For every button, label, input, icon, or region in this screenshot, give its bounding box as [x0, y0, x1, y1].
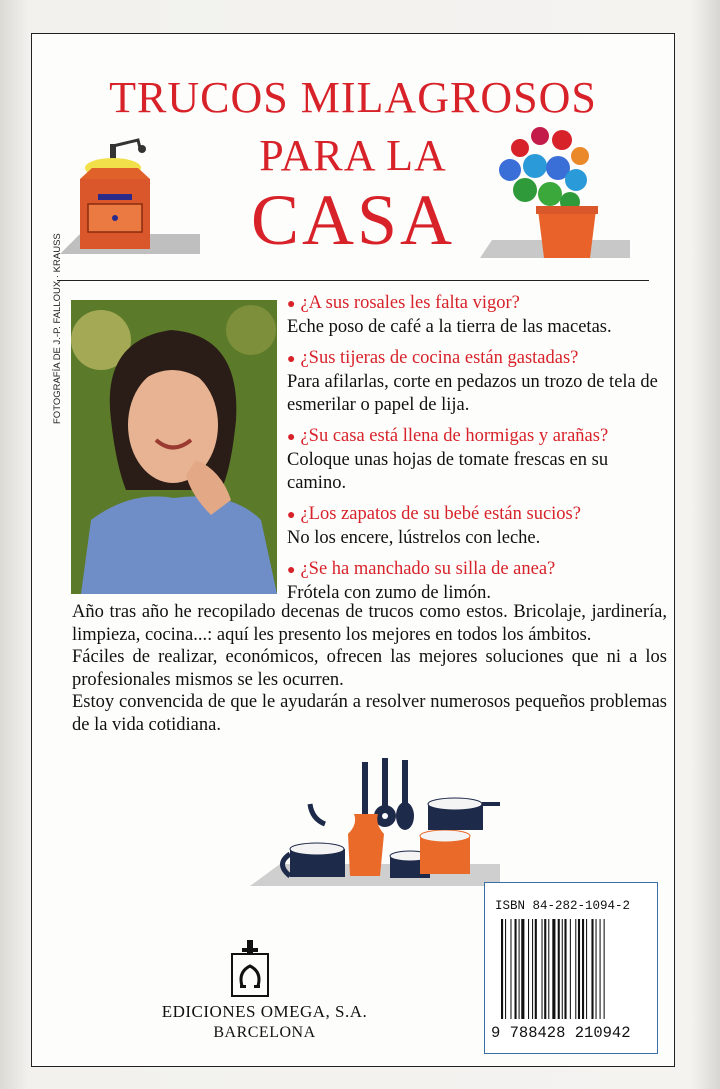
bullet-icon: ● — [287, 297, 296, 312]
cookware-icon — [250, 754, 500, 889]
tip-question: ¿A sus rosales les falta vigor? — [300, 293, 520, 313]
tips-list — [287, 292, 662, 613]
barcode-icon — [501, 919, 643, 1027]
publisher-logo-icon — [230, 938, 270, 998]
publisher-city: BARCELONA — [213, 1024, 316, 1041]
tip-item — [287, 558, 662, 605]
tip-answer: Para afilarlas, corte en pedazos un trozo de tela de esmerilar o papel de lija. — [287, 372, 658, 415]
tip-item — [287, 292, 662, 339]
cover-frame — [31, 33, 675, 1067]
tip-answer: No los encere, lústrelos con leche. — [287, 528, 541, 548]
bullet-icon: ● — [287, 352, 296, 367]
isbn-digits: 9 788428 210942 — [491, 1024, 631, 1042]
title-line-3: CASA — [250, 180, 456, 260]
title-line-1: TRUCOS MILAGROSOS — [109, 73, 597, 122]
tip-answer: Coloque unas hojas de tomate frescas en su camino. — [287, 450, 609, 493]
isbn-label: ISBN 84-282-1094-2 — [495, 899, 631, 913]
tip-item — [287, 425, 662, 495]
bullet-icon: ● — [287, 563, 296, 578]
description-paragraph: Estoy convencida de que le ayudarán a resolver numerosos pequeños problemas de la vida cotidiana. — [72, 692, 667, 735]
author-photo — [71, 300, 277, 594]
isbn-barcode-box — [484, 882, 658, 1054]
tip-question: ¿Su casa está llena de hormigas y arañas? — [300, 426, 609, 446]
divider — [57, 280, 649, 281]
tip-item — [287, 503, 662, 550]
tip-answer: Frótela con zumo de limón. — [287, 583, 491, 603]
description-paragraph: Año tras año he recopilado decenas de trucos como estos. Bricolaje, jardinería, limpieza, cocina...: aquí les presento los mejores en todos los ámbitos. — [72, 602, 667, 645]
tip-question: ¿Sus tijeras de cocina están gastadas? — [300, 348, 579, 368]
photo-credit: FOTOGRAFÍA DE J.-P. FALLOUX · KRAUSS — [52, 233, 63, 424]
description-paragraph: Fáciles de realizar, económicos, ofrecen las mejores soluciones que ni a los profesionales mismos se les ocurren. — [72, 647, 667, 690]
tip-answer: Eche poso de café a la tierra de las macetas. — [287, 317, 612, 337]
tip-item — [287, 347, 662, 417]
bullet-icon: ● — [287, 430, 296, 445]
description — [72, 601, 667, 736]
tip-question: ¿Se ha manchado su silla de anea? — [300, 559, 556, 579]
tip-question: ¿Los zapatos de su bebé están sucios? — [300, 504, 581, 524]
bullet-icon: ● — [287, 508, 296, 523]
publisher-name: EDICIONES OMEGA, S.A. — [161, 1002, 368, 1021]
title-line-2: PARA LA — [259, 131, 447, 180]
